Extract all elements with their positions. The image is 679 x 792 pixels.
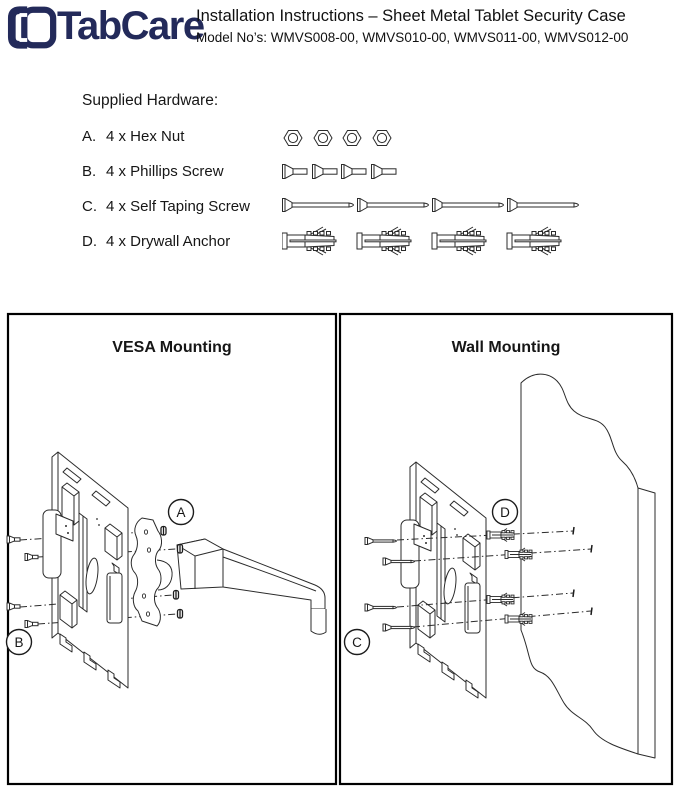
wall-mounting-title: Wall Mounting: [451, 339, 561, 356]
hardware-item-letter: A.: [82, 128, 97, 145]
hardware-item-letter: D.: [82, 233, 97, 250]
callout-c-label: C: [352, 635, 362, 650]
mounting-diagrams: [0, 310, 679, 792]
hardware-item-label: 4 x Drywall Anchor: [106, 233, 231, 250]
model-numbers: Model No’s: WMVS008-00, WMVS010-00, WMVS011-00, WMVS012-00: [196, 30, 629, 45]
callout-d-label: D: [500, 505, 510, 520]
phillips-screw-icon: [282, 164, 400, 180]
drywall-anchor-icon: [282, 224, 582, 258]
callout-b-label: B: [14, 635, 24, 650]
hardware-item-label: 4 x Hex Nut: [106, 128, 185, 145]
brand-name: TabCare: [57, 4, 204, 48]
hardware-heading: Supplied Hardware:: [82, 92, 219, 109]
vesa-mounting-title: VESA Mounting: [112, 339, 232, 356]
hardware-item-letter: B.: [82, 163, 97, 180]
hex-nut-icon: [283, 127, 395, 149]
hardware-item-label: 4 x Phillips Screw: [106, 163, 224, 180]
page-title: Installation Instructions – Sheet Metal Tablet Security Case: [196, 7, 626, 25]
self-tapping-screw-icon: [282, 198, 582, 214]
wall-mounting-drawing: [345, 374, 656, 758]
hardware-item-letter: C.: [82, 198, 97, 215]
callout-a-label: A: [176, 505, 186, 520]
vesa-mounting-drawing: [7, 452, 327, 688]
tabcare-logo-icon: [7, 4, 57, 51]
hardware-item-label: 4 x Self Taping Screw: [106, 198, 250, 215]
